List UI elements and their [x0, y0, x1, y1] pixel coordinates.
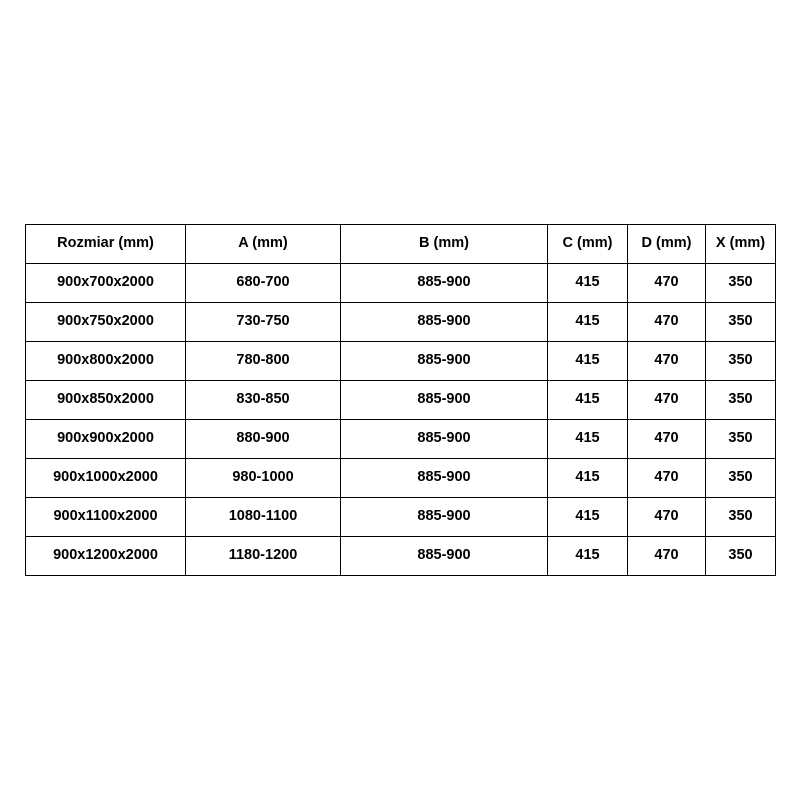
- table-cell: 350: [706, 420, 776, 459]
- table-header-cell: C (mm): [548, 225, 628, 264]
- table-cell: 415: [548, 537, 628, 576]
- table-cell: 350: [706, 498, 776, 537]
- size-table: [25, 224, 776, 576]
- table-cell: 470: [628, 264, 706, 303]
- table-cell: 900x700x2000: [26, 264, 186, 303]
- table-cell: 885-900: [341, 537, 548, 576]
- table-row: [26, 264, 776, 303]
- table-cell: 885-900: [341, 420, 548, 459]
- table-header-cell: D (mm): [628, 225, 706, 264]
- size-table-container: [25, 224, 775, 576]
- table-cell: 885-900: [341, 264, 548, 303]
- table-cell: 900x750x2000: [26, 303, 186, 342]
- table-cell: 730-750: [186, 303, 341, 342]
- table-cell: 900x850x2000: [26, 381, 186, 420]
- table-cell: 780-800: [186, 342, 341, 381]
- table-cell: 885-900: [341, 342, 548, 381]
- table-header-cell: B (mm): [341, 225, 548, 264]
- table-cell: 415: [548, 381, 628, 420]
- table-cell: 350: [706, 459, 776, 498]
- table-row: [26, 498, 776, 537]
- table-cell: 415: [548, 420, 628, 459]
- table-row: [26, 537, 776, 576]
- table-cell: 415: [548, 459, 628, 498]
- table-cell: 350: [706, 537, 776, 576]
- table-header-row: [26, 225, 776, 264]
- table-cell: 900x900x2000: [26, 420, 186, 459]
- table-header-cell: A (mm): [186, 225, 341, 264]
- table-cell: 885-900: [341, 459, 548, 498]
- table-cell: 900x1200x2000: [26, 537, 186, 576]
- table-cell: 470: [628, 537, 706, 576]
- table-cell: 885-900: [341, 381, 548, 420]
- table-cell: 350: [706, 264, 776, 303]
- table-header-cell: Rozmiar (mm): [26, 225, 186, 264]
- table-cell: 415: [548, 264, 628, 303]
- table-cell: 350: [706, 381, 776, 420]
- table-cell: 415: [548, 303, 628, 342]
- table-cell: 350: [706, 303, 776, 342]
- table-cell: 470: [628, 381, 706, 420]
- table-cell: 470: [628, 342, 706, 381]
- table-row: [26, 420, 776, 459]
- table-cell: 980-1000: [186, 459, 341, 498]
- table-row: [26, 342, 776, 381]
- table-cell: 885-900: [341, 498, 548, 537]
- table-cell: 900x800x2000: [26, 342, 186, 381]
- table-cell: 885-900: [341, 303, 548, 342]
- table-cell: 1180-1200: [186, 537, 341, 576]
- table-cell: 880-900: [186, 420, 341, 459]
- table-cell: 470: [628, 498, 706, 537]
- table-cell: 900x1100x2000: [26, 498, 186, 537]
- table-cell: 470: [628, 303, 706, 342]
- table-cell: 830-850: [186, 381, 341, 420]
- table-cell: 470: [628, 420, 706, 459]
- table-row: [26, 303, 776, 342]
- table-cell: 415: [548, 342, 628, 381]
- table-cell: 900x1000x2000: [26, 459, 186, 498]
- table-cell: 470: [628, 459, 706, 498]
- table-cell: 1080-1100: [186, 498, 341, 537]
- table-cell: 415: [548, 498, 628, 537]
- table-cell: 680-700: [186, 264, 341, 303]
- table-row: [26, 381, 776, 420]
- table-header-cell: X (mm): [706, 225, 776, 264]
- table-cell: 350: [706, 342, 776, 381]
- table-row: [26, 459, 776, 498]
